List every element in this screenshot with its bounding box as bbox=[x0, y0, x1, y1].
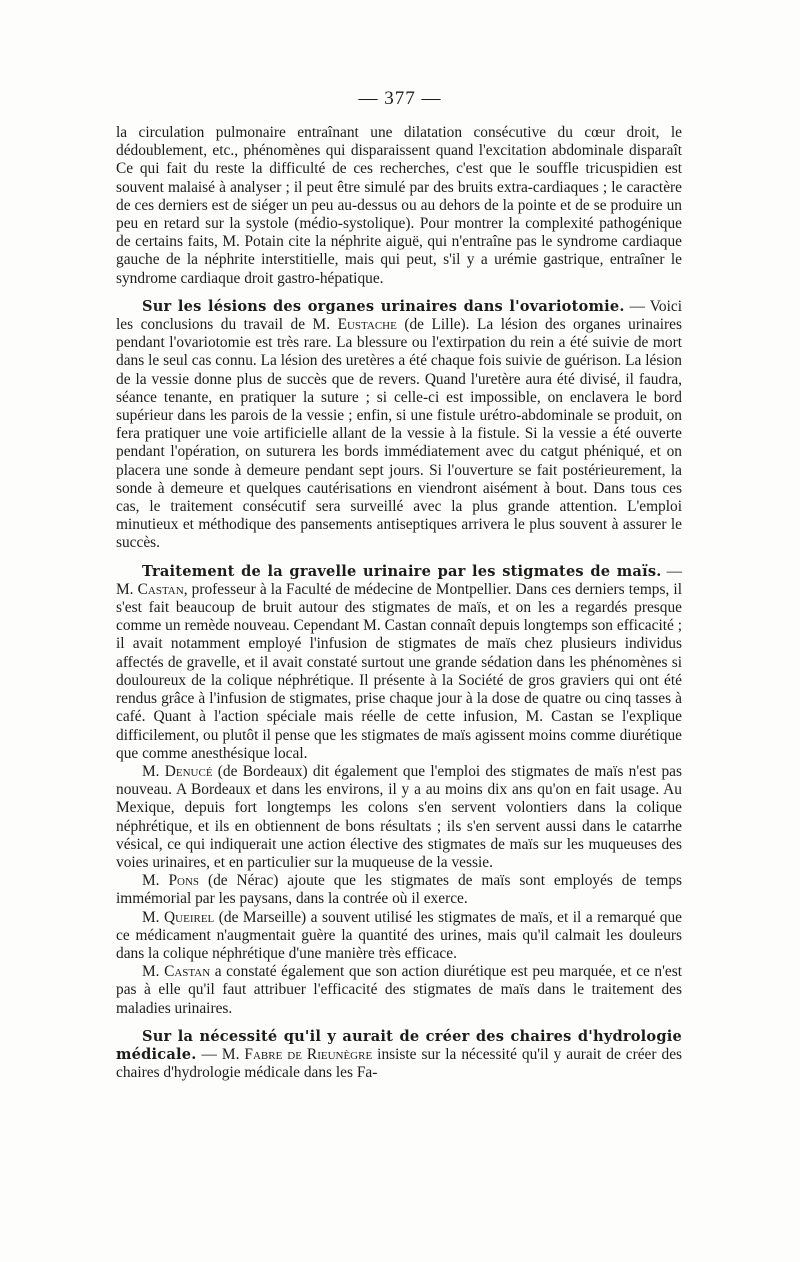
paragraph-text: a constaté également que son action diurétique est peu marquée, et ce n'est pas à elle qu'il faut attribuer l'efficacité des stigmates de maïs dans le traitement des maladies urinaires. bbox=[116, 963, 682, 1017]
section-ovariotomie bbox=[116, 298, 682, 553]
paragraph-castan bbox=[116, 963, 682, 1018]
paragraph-text: (de Marseille) a souvent utilisé les stigmates de maïs, et il a remarqué que ce médicament n'augmentait guère la quantité des urines, mais qu'il calmait les douleurs dans la colique néphrétique d'une manière très efficace. bbox=[116, 908, 682, 962]
section-heading: Traitement de la gravelle urinaire par les stigmates de maïs. bbox=[142, 562, 662, 580]
section-heading: Sur la nécessité qu'il y aurait de créer des chaires d'hydrologie médicale. bbox=[116, 1027, 682, 1063]
paragraph-denuce bbox=[116, 763, 682, 872]
section-text: , professeur à la Faculté de médecine de Montpellier. Dans ces derniers temps, il s'est fait beaucoup de bruit autour des stigmates de maïs, et on les a regardés presque comme un remède nouveau. Cependant M. Castan connaît depuis longtemps son efficacité ; il avait notamment employé l'infusion de stigmates de maïs chez plusieurs individus affectés de gravelle, et il avait constaté surtout une grande sédation dans les phénomènes si douloureux de la colique néphrétique. Il présente à la Société de gros graviers qui ont été rendus grâce à l'infusion de stigmates, prise chaque jour à la dose de quatre ou cinq tasses à café. Quant à l'action spéciale mais réelle de cette infusion, M. Castan se l'explique difficilement, ou plutôt il pense que les stigmates de maïs agissent moins comme diurétique que comme anesthésique local. bbox=[116, 580, 682, 762]
paragraph-queirel bbox=[116, 909, 682, 964]
paragraph-continuation bbox=[116, 124, 682, 288]
section-heading: Sur les lésions des organes urinaires dans l'ovariotomie. bbox=[142, 297, 625, 315]
author-name: Castan bbox=[137, 580, 184, 598]
section-lead: — Voici les conclusions du travail de M. bbox=[116, 297, 682, 334]
section-text: insiste sur la nécessité qu'il y aurait de créer des chaires d'hydrologie médicale dans les Fa- bbox=[116, 1045, 683, 1082]
author-name: Denucé bbox=[164, 762, 213, 780]
section-lead: — M. bbox=[196, 1045, 245, 1063]
author-name: Castan bbox=[164, 963, 211, 981]
paragraph-text: (de Nérac) ajoute que les stigmates de maïs sont employés de temps immémorial par les paysans, dans la contrée où il exerce. bbox=[116, 872, 683, 908]
author-name: Queirel bbox=[164, 908, 215, 926]
section-text: (de Lille). La lésion des organes urinaires pendant l'ovariotomie est très rare. La blessure ou l'extirpation du rein a été suivie de mort dans le seul cas connu. La lésion des uretères a été chaque fois suivie de guérison. La lésion de la vessie donne plus de succès que de revers. Quand l'uretère aura été divisé, il faudra, séance tenante, en pratiquer la suture ; si celle-ci est impossible, on enclavera le bord supérieur dans les parois de la vessie ; enfin, si une fistule urétro-abdominale se produit, on fera pratiquer une voie artificielle allant de la vessie à la fistule. Si la vessie a été ouverte pendant l'opération, on suturera les bords immédiatement avec du catgut phéniqué, et on placera une sonde à demeure pendant sept jours. Si l'ouverture se fait postérieurement, la sonde à demeure et quelques cautérisations en viendront aisément à bout. Dans tous ces cas, le traitement consécutif sera surveillé avec la plus grande attention. L'emploi minutieux et méthodique des pansements antiseptiques arrivera le plus souvent à assurer le succès. bbox=[116, 316, 682, 552]
section-lead: — M. bbox=[116, 562, 682, 598]
author-name: Eustache bbox=[337, 316, 397, 334]
paragraph-pons bbox=[116, 872, 682, 908]
section-hydrologie bbox=[116, 1028, 682, 1083]
section-gravelle bbox=[116, 563, 682, 763]
author-name: Pons bbox=[168, 872, 200, 890]
paragraph-lead: M. bbox=[142, 762, 165, 780]
paragraph-lead: M. bbox=[142, 908, 165, 926]
paragraph-lead: M. bbox=[142, 963, 165, 981]
paragraph-text: (de Bordeaux) dit également que l'emploi des stigmates de maïs n'est pas nouveau. A Bordeaux et dans les environs, il y a au moins dix ans qu'on en fait usage. Au Mexique, depuis fort longtemps les colons s'en servent volontiers dans la colique néphrétique, et ils en obtiennent de bons résultats ; ils s'en servent aussi dans le catarrhe vésical, ce qui indiquerait une action élective des stigmates de maïs sur les muqueuses des voies urinaires, et en particulier sur la muqueuse de la vessie. bbox=[116, 762, 682, 871]
page-number: — 377 — bbox=[358, 88, 442, 109]
paragraph-lead: M. bbox=[142, 872, 169, 890]
author-name: Fabre de Rieunègre bbox=[244, 1045, 373, 1063]
paragraph-text: la circulation pulmonaire entraînant une dilatation consécutive du cœur droit, le dédoublement, etc., phénomènes qui disparaissent quand l'excitation abdominale disparaît Ce qui fait du reste la difficulté de ces recherches, c'est que le souffle tricuspidien est souvent malaisé à analyser ; il peut être simulé par des bruits extra-cardiaques ; le caractère de ces derniers est de siéger un peu au-dessus ou au dehors de la pointe et de se produire un peu en retard sur la systole (médio-systolique). Pour montrer la complexité pathogénique de certains faits, M. Potain cite la néphrite aiguë, qui n'entraîne pas le syndrome cardiaque gauche de la néphrite interstitielle, mais qui peut, s'il y a urémie gastrique, entraîner le syndrome cardiaque droit gastro-hépatique. bbox=[116, 124, 682, 287]
page-body bbox=[116, 124, 682, 1082]
